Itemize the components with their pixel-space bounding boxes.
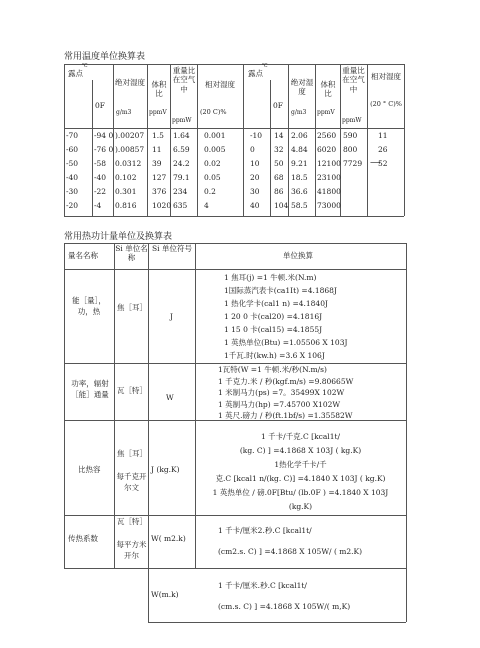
temp-left-cell: 0.05: [204, 173, 221, 182]
weight-unit-right: ppmW: [342, 117, 362, 124]
conversion-line: 1 千卡/厘米2.秒.C [kcal1t/: [218, 526, 312, 535]
vol-unit-right: ppmV: [317, 109, 335, 116]
temp-right-cell: 14: [274, 131, 284, 140]
temp-left-cell: 0.001: [204, 131, 226, 140]
temp-left-cell: 127: [152, 173, 167, 182]
temp-right-cell: 18.5: [291, 173, 308, 182]
conversion-line: 1 20 0 卡(cal20) =4.1816J: [224, 312, 323, 321]
temp-left-cell: 0.2: [204, 187, 216, 196]
conversion-line: (cm.s. C) ] =4.1868 X 105W/( m,K): [218, 602, 351, 611]
temp-right-cell: 20: [250, 173, 260, 182]
temp-right-cell: 86: [274, 187, 284, 196]
temp-left-cell: 24.2: [173, 159, 190, 168]
row-energy-si-symbol: J: [170, 312, 174, 321]
conversion-line: 1 热化学卡(cal1 n) =4.1840J: [224, 299, 328, 308]
row-heat-transfer-conversions: [218, 520, 404, 562]
col-si-symbol: Si 单位符号: [152, 244, 192, 253]
temp-right-cell: 52: [378, 159, 388, 168]
row-specific-heat-si-name-1: 焦［耳］: [117, 449, 147, 458]
temp-right-cell: 9.21: [291, 159, 308, 168]
temp-right-cell: 40: [250, 201, 260, 210]
vol-unit: ppmV: [149, 109, 167, 116]
temp-right-cell: 23100: [317, 173, 341, 182]
row-power-si-name: 瓦［特］: [117, 386, 147, 395]
temp-left-cell: 0.02: [204, 159, 221, 168]
temp-left-cell: 4: [204, 201, 209, 210]
row-conductivity-si-symbol: W(m.k): [151, 590, 179, 599]
temp-right-cell: 36.6: [291, 187, 308, 196]
temp-left-cell: 11: [152, 145, 162, 154]
vol-ratio-header: 体积比: [151, 80, 167, 99]
rel-humidity-header-right: 相对湿度: [371, 72, 401, 81]
temp-left-cell: 79.1: [173, 173, 190, 182]
temp-right-cell: 41800: [317, 187, 341, 196]
abs-unit: g/m3: [116, 109, 132, 116]
temp-left-cell: -40: [94, 173, 107, 182]
temp-right-cell: 2.06: [291, 131, 308, 140]
row-conductivity-conversions: [218, 575, 404, 617]
row-power-conversions: [218, 364, 404, 422]
rel-humidity-header: 相对湿度: [205, 80, 235, 89]
temp-right-cell: 73000: [317, 201, 341, 210]
temp-right-cell: 50: [274, 159, 284, 168]
temp-right-cell: -10: [250, 131, 263, 140]
conversion-line: 1 米制马力(ps) =7。35499X 102W: [218, 388, 345, 397]
degc-mark: ℃: [82, 63, 88, 69]
temp-left-cell: -22: [94, 187, 107, 196]
conversion-line: 克.C [kcal1 n/(kg. C)] =4.1840 X 103J ( kg.K): [215, 474, 386, 483]
vol-ratio-header-right: 体积比: [320, 80, 336, 99]
abs-humidity-header: 绝对湿度: [115, 78, 145, 87]
temp-left-cell: ).00207: [115, 131, 145, 140]
row-heat-transfer-name: 传热系数: [68, 534, 98, 543]
conversion-line: (cm2.s. C) ] =4.1868 X 105W/ ( m2.K): [218, 547, 363, 556]
dew-point-header-right: 露点: [248, 69, 263, 78]
conversion-line: 1 千克力.米 / 秒(kgf.m/s) =9.80665W: [218, 376, 354, 386]
row-specific-heat-name: 比热容: [78, 465, 101, 474]
temp-right-cell: 4.84: [291, 145, 308, 154]
col-conversion: 单位换算: [283, 251, 313, 260]
temp-right-cell: 30: [250, 187, 260, 196]
conversion-line: 1 15 0 卡(cal15) =4.1855J: [224, 325, 323, 334]
temp-left-cell: -4: [94, 201, 102, 210]
temp-left-cell: 1.64: [173, 131, 190, 140]
temp-left-cell: -60: [66, 145, 79, 154]
temp-right-cell: 7729: [343, 159, 363, 168]
dew-point-header: 露点: [68, 69, 83, 78]
row-energy-si-name: 焦［耳］: [117, 303, 147, 312]
col-quantity-name: 量名名称: [68, 251, 98, 260]
heat-table-title: 常用热功计量单位及换算表: [64, 232, 173, 242]
conversion-line: 1 英制马力(hp) =7.45700 X102W: [218, 399, 341, 409]
temp-right-cell: 0: [250, 145, 255, 154]
conversion-line: 1 焦耳(j) =1 牛顿.米(N.m): [224, 273, 317, 282]
temp-left-cell: -30: [66, 187, 79, 196]
temp-right-cell: 32: [274, 145, 284, 154]
row-energy-name: 能［量］，功，热: [72, 296, 106, 316]
temp-right-cell: 2560: [317, 131, 337, 140]
temp-right-cell: 6020: [317, 145, 337, 154]
temp-left-cell: 1.5: [152, 131, 164, 140]
temp-right-cell: 58.5: [291, 201, 308, 210]
temp-left-cell: -20: [66, 201, 79, 210]
weight-unit: ppmW: [172, 117, 192, 124]
temp-left-cell: -70: [66, 131, 79, 140]
row-power-name: 功率，辐射［能］通量: [71, 379, 109, 399]
degf-header-right: 0F: [273, 101, 283, 110]
degf-header: 0F: [95, 101, 105, 110]
row-specific-heat-si-symbol: J (kg.K): [151, 465, 180, 474]
temp-right-cell: 10: [250, 159, 260, 168]
row-heat-transfer-si-symbol: W( m2.k): [151, 534, 186, 543]
temp-left-cell: -40: [66, 173, 79, 182]
conversion-line: 1 英热单位(Btu) =1.05506 X 103J: [224, 338, 348, 347]
row-energy-conversions: [224, 271, 404, 363]
row-power-si-symbol: W: [166, 393, 174, 402]
row-heat-transfer-si-name-2: 每平方米开尔: [116, 540, 147, 560]
temp-left-cell: 234: [173, 187, 188, 196]
temp-left-cell: ).00857: [115, 145, 145, 154]
arrow-mark: ⟶: [370, 158, 381, 167]
conversion-line: 1千瓦.时(kw.h) =3.6 X 106J: [224, 351, 325, 360]
temp-left-cell: 39: [152, 159, 162, 168]
rel-unit-right: (20 ° C)%: [370, 100, 402, 108]
temp-left-cell: 1020: [152, 201, 172, 210]
weight-ratio-header: 重量比在空气中: [172, 66, 196, 94]
temp-left-cell: 0.0312: [115, 159, 142, 168]
temp-left-cell: -50: [66, 159, 79, 168]
temp-left-cell: 0.005: [204, 145, 226, 154]
temp-left-cell: -76 0: [94, 145, 114, 154]
conversion-line: 1瓦特(W =1 牛顿.米/秒(N.m/s): [218, 365, 327, 374]
temp-right-cell: 12100: [317, 159, 341, 168]
temp-left-cell: -94 0: [94, 131, 114, 140]
conversion-line: 1 英热单位 / 磅.0F[Btu/ (lb.0F ) =4.1840 X 103J: [212, 488, 389, 497]
abs-unit-right: g/m3: [291, 109, 307, 116]
temp-right-cell: 26: [378, 145, 388, 154]
temp-left-cell: 0.102: [115, 173, 137, 182]
rel-unit: (20 C)%: [200, 108, 227, 116]
temp-left-cell: 635: [173, 201, 188, 210]
temp-right-cell: 11: [378, 131, 388, 140]
row-heat-transfer-si-name-1: 瓦［特］: [117, 517, 147, 526]
temp-right-cell: 800: [343, 145, 358, 154]
conversion-line: 1 千卡/千克.C [kcal1t/: [260, 432, 341, 441]
temp-left-cell: 0.816: [115, 201, 137, 210]
abs-humidity-header-right: 绝对湿度: [290, 78, 314, 97]
temp-right-cell: 590: [343, 131, 358, 140]
temp-left-cell: 376: [152, 187, 167, 196]
col-si-name: Si 单位名称: [115, 244, 148, 263]
conversion-line: (kg.K): [288, 502, 313, 511]
row-specific-heat-si-name-2: 每千克开尔文: [116, 472, 147, 492]
conversion-line: 1 千卡/厘米.秒.C [kcal1t/: [218, 581, 307, 590]
temp-right-cell: 68: [274, 173, 284, 182]
degc-mark-right: ℃: [262, 63, 268, 69]
temp-left-cell: -58: [94, 159, 107, 168]
conversion-line: 1国际蒸汽表卡(ca1It) =4.1868J: [224, 286, 337, 295]
row-specific-heat-conversions: [196, 430, 405, 514]
weight-ratio-header-right: 重量比在空气中: [342, 66, 365, 94]
conversion-line: 1热化学千卡/千: [274, 460, 327, 469]
temp-table-title: 常用温度单位换算表: [64, 52, 146, 62]
temp-right-cell: 104: [274, 201, 289, 210]
temp-left-cell: 6.59: [173, 145, 190, 154]
conversion-line: (kg. C) ] =4.1868 X 103J ( kg.K): [239, 446, 362, 455]
temp-left-cell: 0.301: [115, 187, 137, 196]
conversion-line: 1 英尺.磅力 / 秒(ft.1bf/s) =1.35582W: [218, 411, 353, 420]
